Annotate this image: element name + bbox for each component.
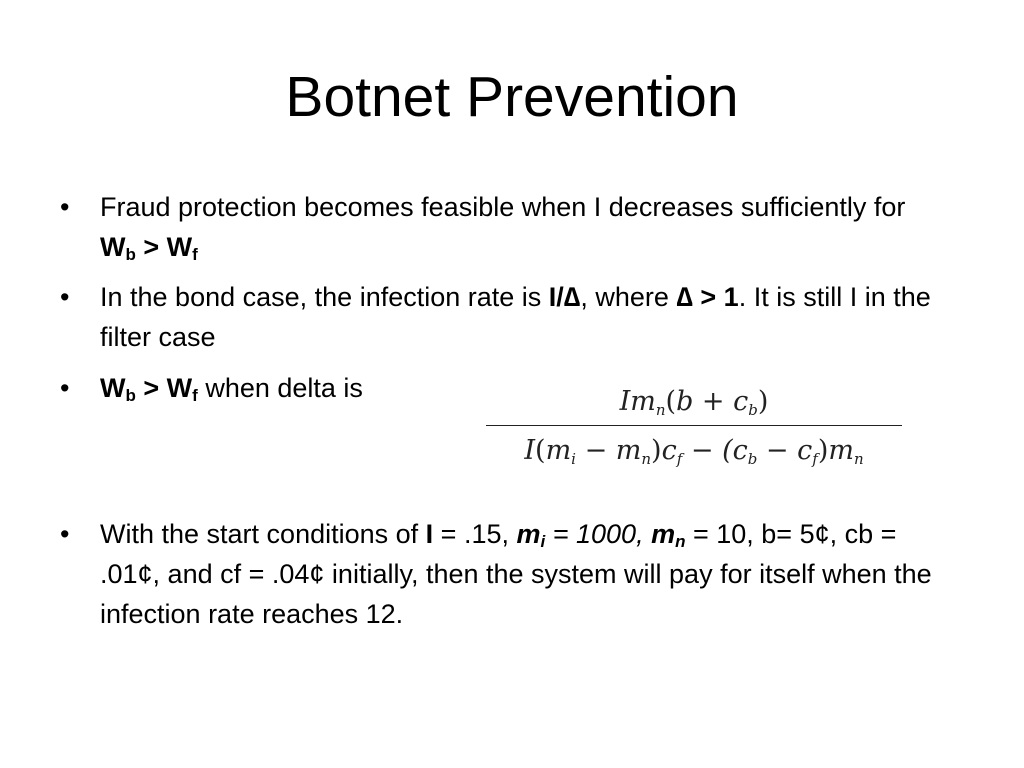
fraction-bar	[486, 425, 902, 426]
bullet-fraud-protection	[60, 187, 940, 267]
bullet-text: In the bond case, the infection rate is	[100, 282, 549, 312]
formula-numerator: $Im_n(b + c_b)$	[619, 386, 769, 419]
bullet-text-filter: . It is still I in the filter case	[100, 282, 931, 352]
i-value: = .15,	[433, 519, 517, 549]
bullet-dot: •	[60, 519, 70, 549]
formula-denominator: $I(m_i - m_n)c_f - (c_b - c_f)m_n$	[524, 435, 864, 468]
delta-condition: ∆ > 1	[676, 282, 739, 312]
bullet-start-conditions	[60, 514, 940, 634]
infection-rate-expr: I/∆	[548, 282, 581, 312]
delta-formula	[486, 383, 902, 470]
bullet-dot: •	[60, 373, 70, 403]
m-i-value: = 1000,	[545, 519, 652, 549]
m-n-symbol: $m_n$	[651, 519, 686, 551]
bullet-text: With the start conditions of	[100, 519, 426, 549]
bullet-text-where: , where	[580, 282, 677, 312]
w-b-symbol: $W_b > W_f$	[100, 373, 198, 405]
bullet-dot: •	[60, 192, 70, 222]
m-i-symbol: $m_i$	[516, 519, 546, 551]
bullet-dot: •	[60, 282, 70, 312]
w-b-symbol: $W_b > W_f$	[100, 232, 198, 264]
bullet-text-rest: = 10, b= 5¢, cb = .01¢, and cf = .04¢ initially, then the system will pay for itself when the infection rate reaches 12.	[100, 519, 932, 629]
slide-title: Botnet Prevention	[285, 65, 739, 129]
bullet-bond-case	[60, 277, 940, 357]
bullet-text: when delta is	[197, 373, 363, 403]
i-symbol: I	[425, 519, 434, 549]
bullet-text: Fraud protection becomes feasible when I decreases sufficiently for	[100, 192, 906, 222]
